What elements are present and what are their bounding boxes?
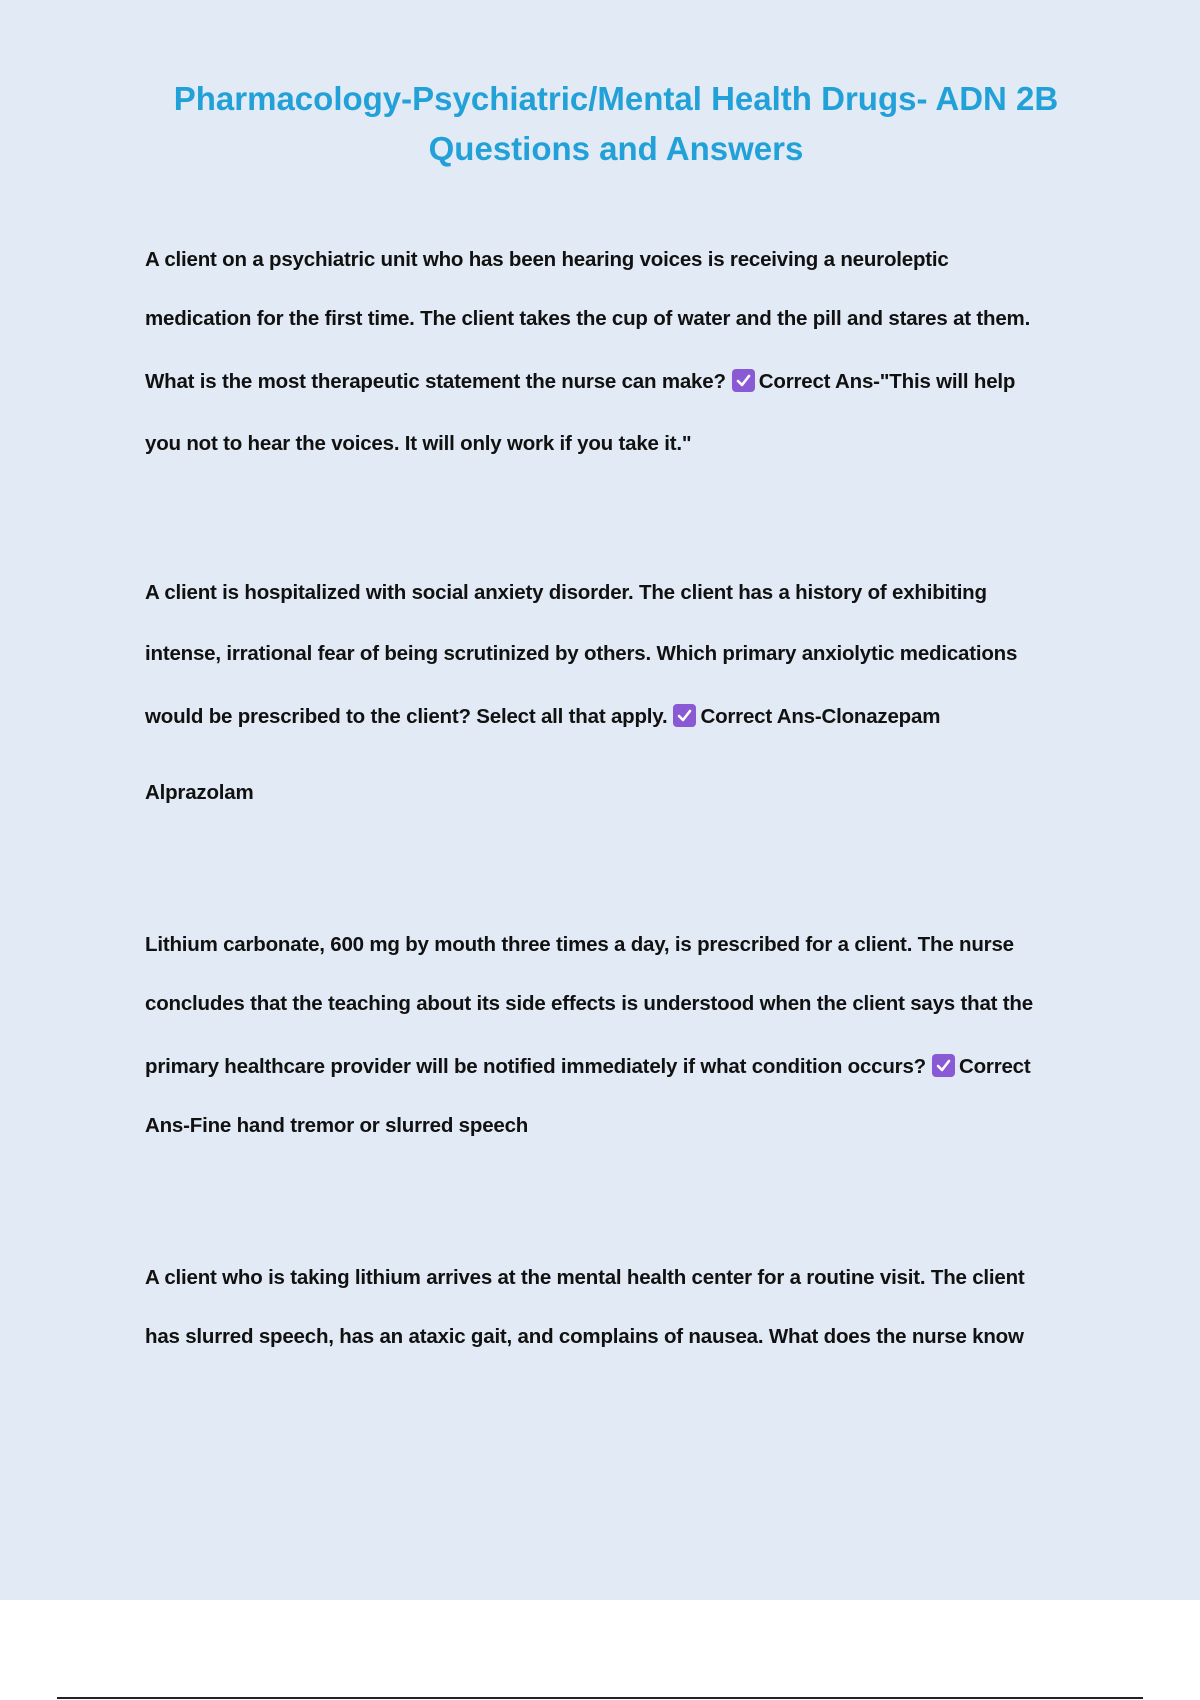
question-line: What is the most therapeutic statement the nurse can make? (145, 370, 726, 393)
answer-text: Correct Ans-"This will help (758, 370, 1016, 393)
answer-line: you not to hear the voices. It will only work if you take it." (145, 432, 692, 455)
question-answer-line (145, 1054, 1031, 1079)
footer-divider (57, 1697, 1143, 1699)
question-answer-line (145, 369, 1015, 394)
check-box-icon (932, 1054, 955, 1077)
question-line: A client is hospitalized with social anxiety disorder. The client has a history of exhibiting (145, 581, 987, 604)
question-line: medication for the first time. The client takes the cup of water and the pill and stares at them. (145, 307, 1031, 330)
question-line: has slurred speech, has an ataxic gait, and complains of nausea. What does the nurse know (145, 1325, 1024, 1348)
title-line-2: Questions and Answers (428, 130, 804, 167)
check-box-icon (673, 704, 696, 727)
question-line: primary healthcare provider will be notified immediately if what condition occurs? (145, 1055, 926, 1078)
document-title (140, 74, 1092, 174)
answer-text: Correct Ans-Clonazepam (700, 705, 941, 728)
answer-line: Alprazolam (145, 781, 254, 804)
question-line: A client who is taking lithium arrives at the mental health center for a routine visit. The client (145, 1266, 1025, 1289)
answer-text: Correct (959, 1055, 1031, 1078)
check-box-icon (732, 369, 755, 392)
question-answer-line (145, 704, 940, 729)
title-line-1: Pharmacology-Psychiatric/Mental Health Drugs- ADN 2B (173, 80, 1059, 117)
question-line: would be prescribed to the client? Select all that apply. (145, 705, 668, 728)
question-line: intense, irrational fear of being scrutinized by others. Which primary anxiolytic medications (145, 642, 1018, 665)
question-line: Lithium carbonate, 600 mg by mouth three times a day, is prescribed for a client. The nurse (145, 933, 1014, 956)
question-line: concludes that the teaching about its side effects is understood when the client says that the (145, 992, 1033, 1015)
answer-line: Ans-Fine hand tremor or slurred speech (145, 1114, 529, 1137)
question-line: A client on a psychiatric unit who has been hearing voices is receiving a neuroleptic (145, 248, 949, 271)
